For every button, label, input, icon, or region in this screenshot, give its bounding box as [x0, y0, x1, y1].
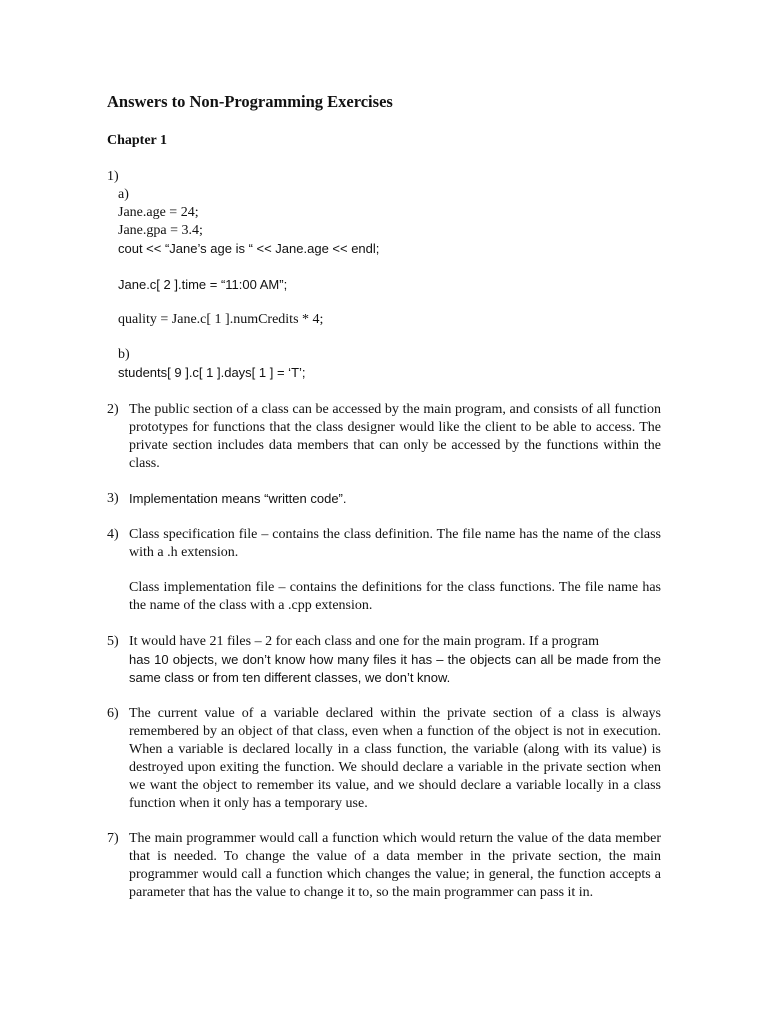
answer-6-number: 6)	[107, 706, 119, 721]
answer-3-number: 3)	[107, 491, 119, 506]
answer-1-code-line-4: Jane.c[ 2 ].time = “11:00 AM”;	[118, 277, 288, 292]
answer-5-text-part-1: It would have 21 files – 2 for each class and one for the main program. If a program	[129, 634, 600, 649]
answer-2-text: The public section of a class can be accessed by the main program, and consists of all function prototypes for functions that the class designer would like the client to be able to access. The private section includes data members that can only be accessed by the functions within the class.	[129, 402, 661, 471]
answer-7-text: The main programmer would call a function which would return the value of the data member that is needed. To change the value of a data member in the private section, the main programmer would call a function which changes the value; in general, the function accepts a parameter that has the value to change it to, so the main programmer can pass it in.	[129, 831, 661, 900]
answer-1-code-line-6: students[ 9 ].c[ 1 ].days[ 1 ] = ‘T’;	[118, 365, 306, 380]
answer-6-text: The current value of a variable declared within the private section of a class is always remembered by an object of that class, even when a function of the object is not in execution. When a variable is declared locally in a class function, the variable (along with its value) is destroyed upon exiting the function. We should declare a variable in the private section when we want the object to remember its value, and we should declare a variable locally in a class function when it only has a temporary use.	[129, 706, 661, 811]
answer-2-number: 2)	[107, 402, 119, 417]
answer-1-code-line-1: Jane.age = 24;	[118, 205, 199, 220]
answer-4-number: 4)	[107, 527, 119, 542]
answer-4-text-2: Class implementation file – contains the definitions for the class functions. The file name has the name of the class with a .cpp extension.	[129, 580, 661, 613]
answer-1-code-line-2: Jane.gpa = 3.4;	[118, 223, 203, 238]
chapter-heading: Chapter 1	[107, 133, 168, 148]
document-title: Answers to Non-Programming Exercises	[107, 92, 393, 111]
answer-1-part-a-label: a)	[118, 187, 129, 202]
answer-4-text: Class specification file – contains the class definition. The file name has the name of the class with a .h extension.	[129, 527, 661, 560]
answer-3-text: Implementation means “written code”.	[129, 491, 347, 506]
answer-1-part-b-label: b)	[118, 347, 130, 362]
answer-1-number: 1)	[107, 169, 119, 184]
answer-1-code-line-5: quality = Jane.c[ 1 ].numCredits * 4;	[118, 312, 324, 327]
answer-5-text-part-2: has 10 objects, we don’t know how many files it has – the objects can all be made from the same class or from ten different classes, we don’t know.	[129, 652, 661, 685]
answer-5-number: 5)	[107, 634, 119, 649]
answer-1-code-line-3: cout << “Jane’s age is “ << Jane.age << endl;	[118, 241, 380, 256]
answer-7-number: 7)	[107, 831, 119, 846]
